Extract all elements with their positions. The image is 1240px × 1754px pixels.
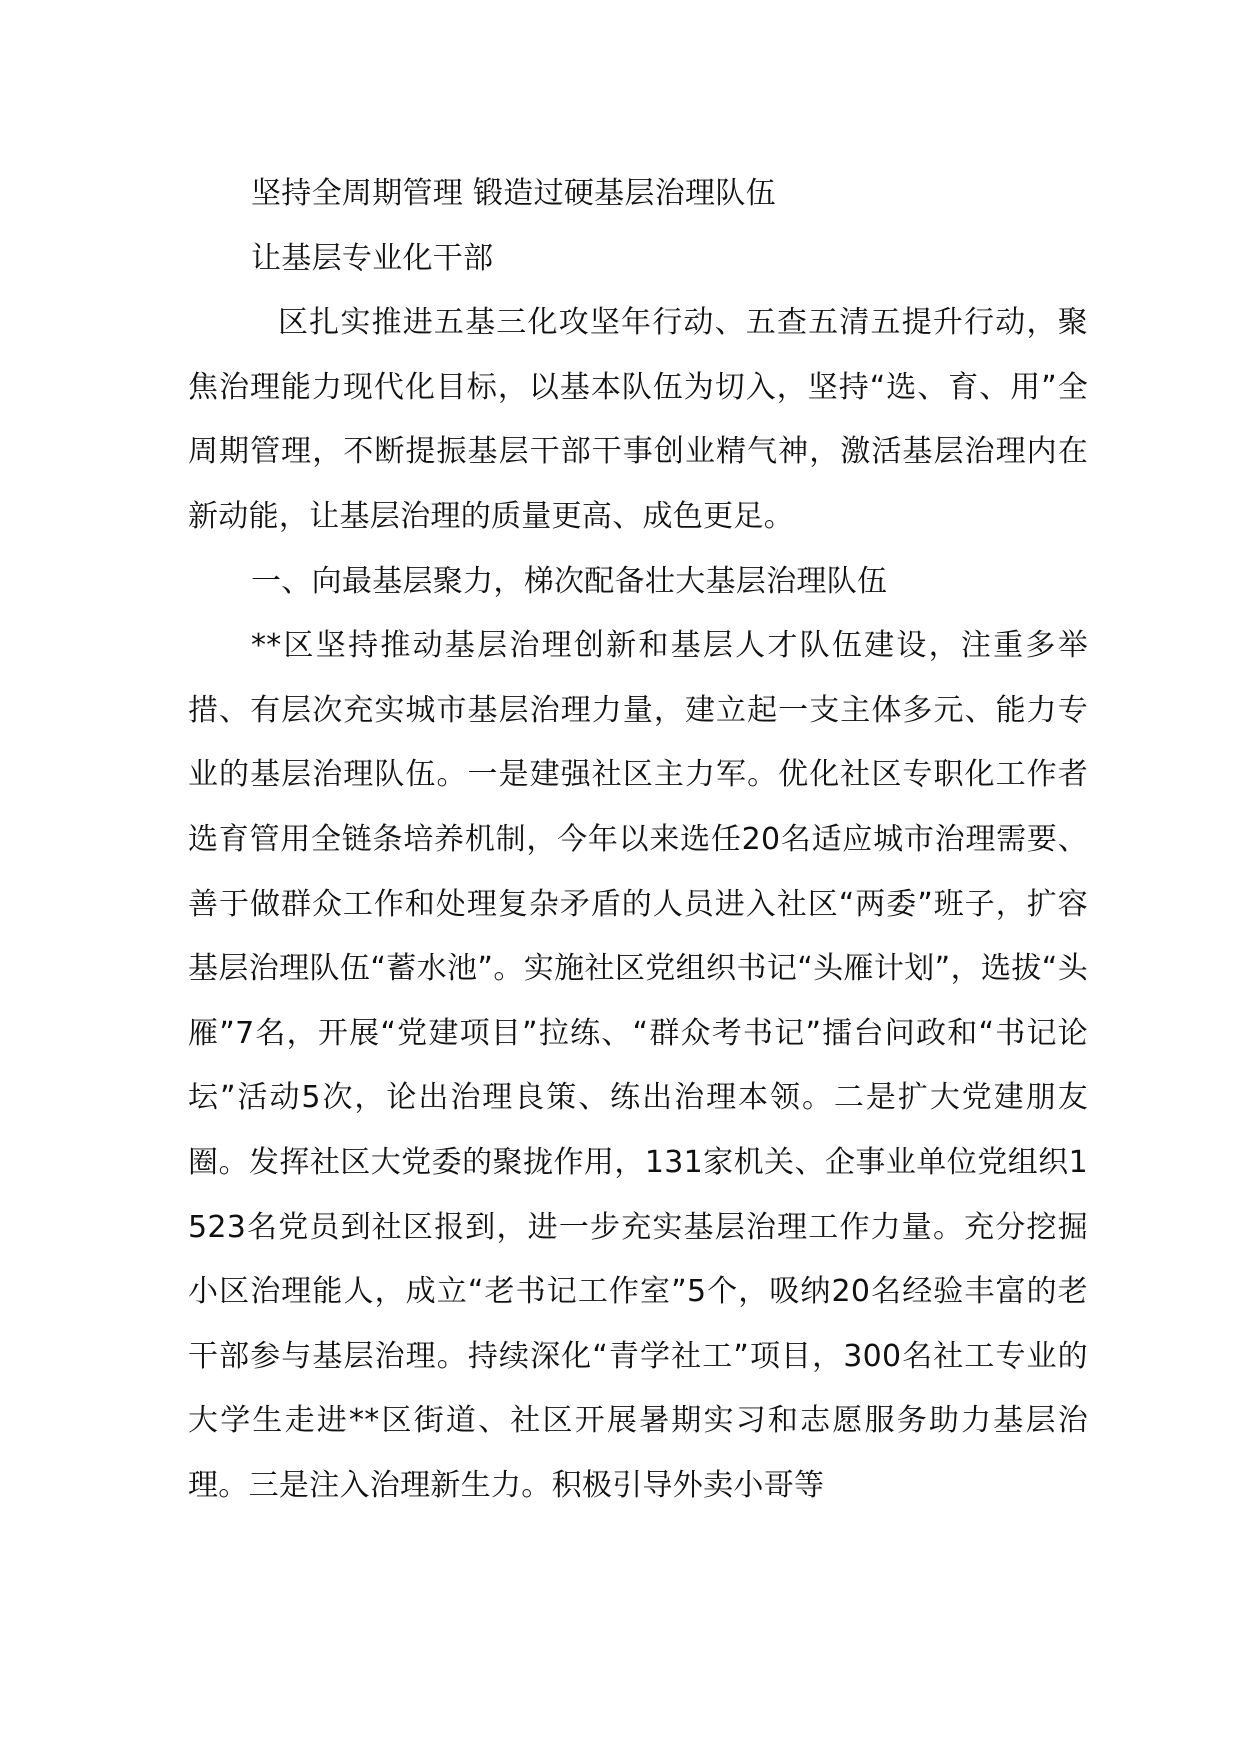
intro-paragraph: 区扎实推进五基三化攻坚年行动、五查五清五提升行动，聚焦治理能力现代化目标，以基本队伍为切入，坚持“选、育、用”全周期管理，不断提振基层干部干事创业精气神，激活基层治理内在新动能，让基层治理的质量更高、成色更足。 <box>188 305 1088 534</box>
document-title: 坚持全周期管理 锻造过硬基层治理队伍 <box>251 176 776 211</box>
document-subtitle: 让基层专业化干部 <box>251 240 494 276</box>
section-1-heading: 一、向最基层聚力，梯次配备壮大基层治理队伍 <box>251 563 888 599</box>
document-body <box>188 162 1088 1518</box>
section-1-paragraph: **区坚持推动基层治理创新和基层人才队伍建设，注重多举措、有层次充实城市基层治理力量，建立起一支主体多元、能力专业的基层治理队伍。一是建强社区主力军。优化社区专职化工作者选育管用全链条培养机制，今年以来选任20名适应城市治理需要、善于做群众工作和处理复杂矛盾的人员进入社区“两委”班子，扩容基层治理队伍“蓄水池”。实施社区党组织书记“头雁计划”，选拔“头雁”7名，开展“党建项目”拉练、“群众考书记”擂台问政和“书记论坛”活动5次，论出治理良策、练出治理本领。二是扩大党建朋友圈。发挥社区大党委的聚拢作用，131家机关、企事业单位党组织1523名党员到社区报到，进一步充实基层治理工作力量。充分挖掘小区治理能人，成立“老书记工作室”5个，吸纳20名经验丰富的老干部参与基层治理。持续深化“青学社工”项目，300名社工专业的大学生走进**区街道、社区开展暑期实习和志愿服务助力基层治理。三是注入治理新生力。积极引导外卖小哥等 <box>188 628 1088 1503</box>
